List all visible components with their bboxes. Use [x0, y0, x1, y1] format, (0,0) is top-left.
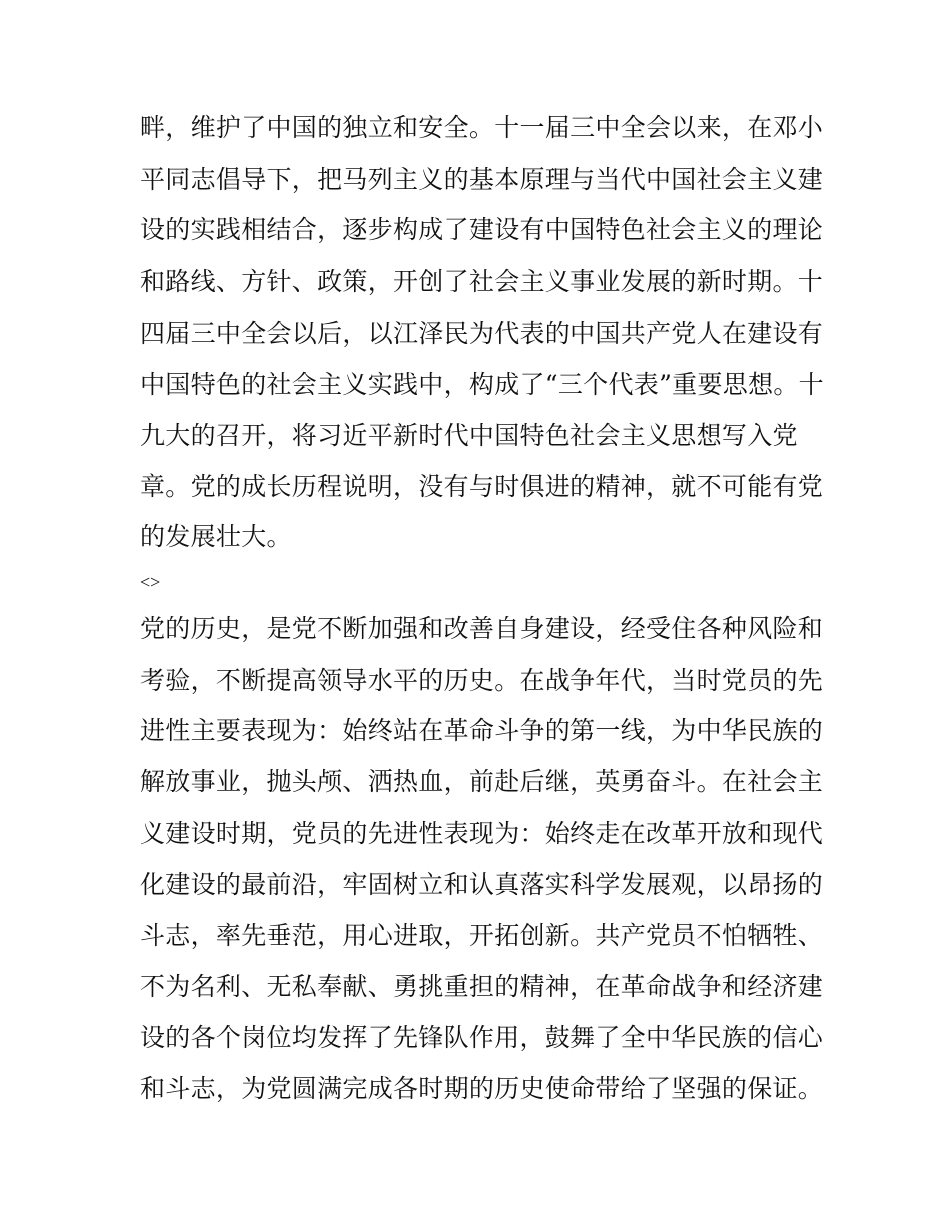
paragraph-1-line-6: 中国特色的社会主义实践中，构成了“三个代表”重要思想。十: [140, 370, 824, 399]
paragraph-2-line-7: 斗志，率先垂范，用心进取，开拓创新。共产党员不怕牺牲、: [140, 921, 824, 950]
paragraph-1-line-4: 和路线、方针、政策，开创了社会主义事业发展的新时期。十: [140, 267, 824, 296]
paragraph-2-line-8: 不为名利、无私奉献、勇挑重担的精神，在革命战争和经济建: [140, 972, 824, 1001]
paragraph-2-line-9: 设的各个岗位均发挥了先锋队作用，鼓舞了全中华民族的信心: [140, 1023, 824, 1052]
paragraph-1-line-5: 四届三中全会以后，以江泽民为代表的中国共产党人在建设有: [140, 319, 824, 348]
paragraph-1-line-9: 的发展壮大。: [140, 522, 292, 551]
paragraph-1-line-7: 九大的召开，将习近平新时代中国特色社会主义思想写入党: [140, 421, 798, 450]
paragraph-2-line-1: 党的历史，是党不断加强和改善自身建设，经受住各种风险和: [140, 614, 824, 643]
paragraph-2-line-4: 解放事业，抛头颅、洒热血，前赴后继，英勇奋斗。在社会主: [140, 767, 824, 796]
paragraph-2-line-6: 化建设的最前沿，牢固树立和认真落实科学发展观，以昂扬的: [140, 870, 824, 899]
paragraph-2-line-5: 义建设时期，党员的先进性表现为：始终走在改革开放和现代: [140, 819, 824, 848]
paragraph-2-line-2: 考验，不断提高领导水平的历史。在战争年代，当时党员的先: [140, 666, 824, 695]
paragraph-1-line-8: 章。党的成长历程说明，没有与时俱进的精神，就不可能有党: [140, 472, 824, 501]
paragraph-1-line-1: 畔，维护了中国的独立和安全。十一届三中全会以来，在邓小: [140, 113, 824, 142]
paragraph-2-line-3: 进性主要表现为：始终站在革命斗争的第一线，为中华民族的: [140, 716, 824, 745]
section-separator: <>: [140, 572, 161, 592]
paragraph-1-line-2: 平同志倡导下，把马列主义的基本原理与当代中国社会主义建: [140, 165, 824, 194]
paragraph-2-line-10: 和斗志，为党圆满完成各时期的历史使命带给了坚强的保证。: [140, 1074, 824, 1103]
paragraph-1-line-3: 设的实践相结合，逐步构成了建设有中国特色社会主义的理论: [140, 215, 824, 244]
